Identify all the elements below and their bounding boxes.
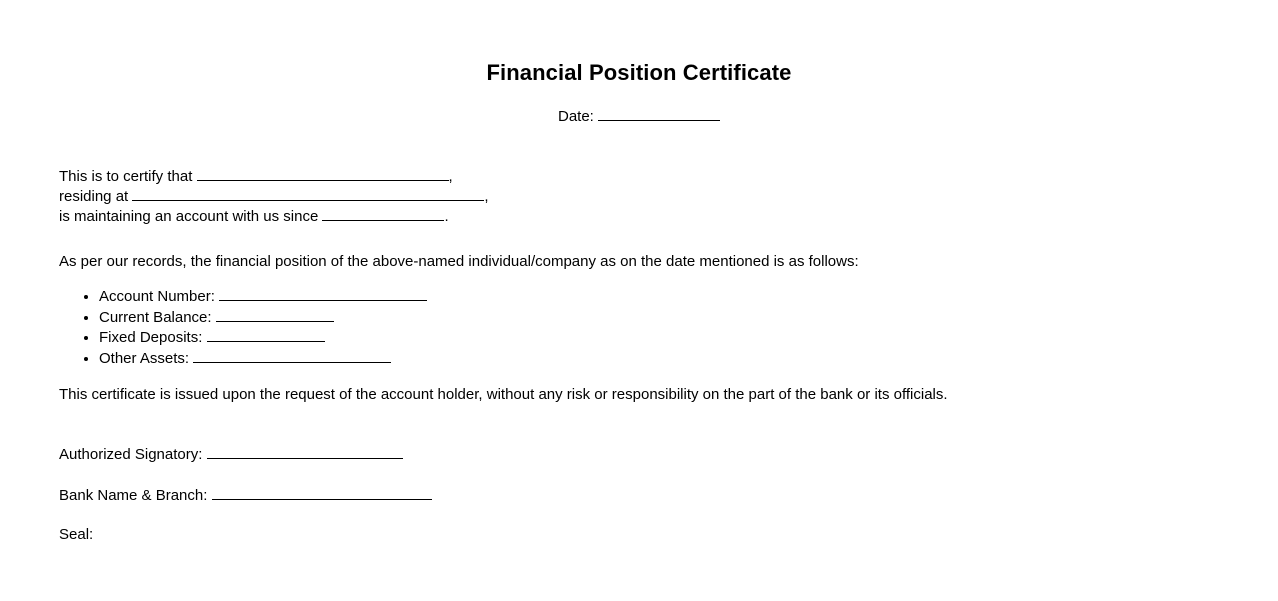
financial-fields-list — [59, 286, 1219, 368]
bank-name-branch-row — [59, 485, 432, 504]
certify-line-since — [59, 206, 1219, 226]
list-item — [99, 286, 1219, 307]
certify-line1-suffix: , — [448, 168, 453, 185]
list-item — [99, 348, 1219, 369]
fixed-deposits-label: Fixed Deposits: — [99, 329, 203, 346]
current-balance-blank-field[interactable] — [216, 307, 334, 322]
authorized-signatory-label: Authorized Signatory: — [59, 446, 203, 463]
other-assets-blank-field[interactable] — [193, 348, 391, 363]
certify-line3-prefix: is maintaining an account with us since — [59, 208, 319, 225]
date-blank-field[interactable] — [598, 106, 720, 121]
fixed-deposits-blank-field[interactable] — [207, 327, 325, 342]
date-line — [0, 106, 1278, 125]
seal-label: Seal: — [59, 526, 94, 543]
certify-line-address — [59, 186, 1219, 206]
bank-name-branch-label: Bank Name & Branch: — [59, 487, 208, 504]
since-date-blank-field[interactable] — [322, 206, 444, 221]
records-paragraph: As per our records, the financial position of the above-named individual/company as on the date mentioned is as follows: — [59, 253, 859, 270]
document-body — [59, 166, 1219, 403]
name-blank-field[interactable] — [197, 166, 449, 181]
date-label: Date: — [557, 108, 594, 125]
certify-line2-prefix: residing at — [59, 188, 129, 205]
authorized-signatory-row — [59, 444, 432, 463]
authorized-signatory-blank-field[interactable] — [207, 444, 403, 459]
bank-name-branch-blank-field[interactable] — [212, 485, 432, 500]
list-item — [99, 327, 1219, 348]
seal-row — [59, 526, 432, 543]
current-balance-label: Current Balance: — [99, 308, 212, 326]
certify-line1-prefix: This is to certify that — [59, 168, 193, 185]
list-item — [99, 307, 1219, 328]
certify-line2-suffix: , — [484, 188, 489, 205]
certify-line3-suffix: . — [444, 208, 449, 225]
certification-statement — [59, 166, 1219, 226]
account-number-label: Account Number: — [99, 288, 215, 305]
signature-block — [59, 444, 432, 543]
issuance-paragraph: This certificate is issued upon the request of the account holder, without any risk or responsibility on the part of the bank or its officials. — [59, 386, 948, 403]
certify-line-name — [59, 166, 1219, 186]
other-assets-label: Other Assets: — [99, 349, 190, 367]
account-number-blank-field[interactable] — [219, 286, 427, 301]
address-blank-field[interactable] — [132, 186, 484, 201]
page-title: Financial Position Certificate — [486, 60, 792, 85]
